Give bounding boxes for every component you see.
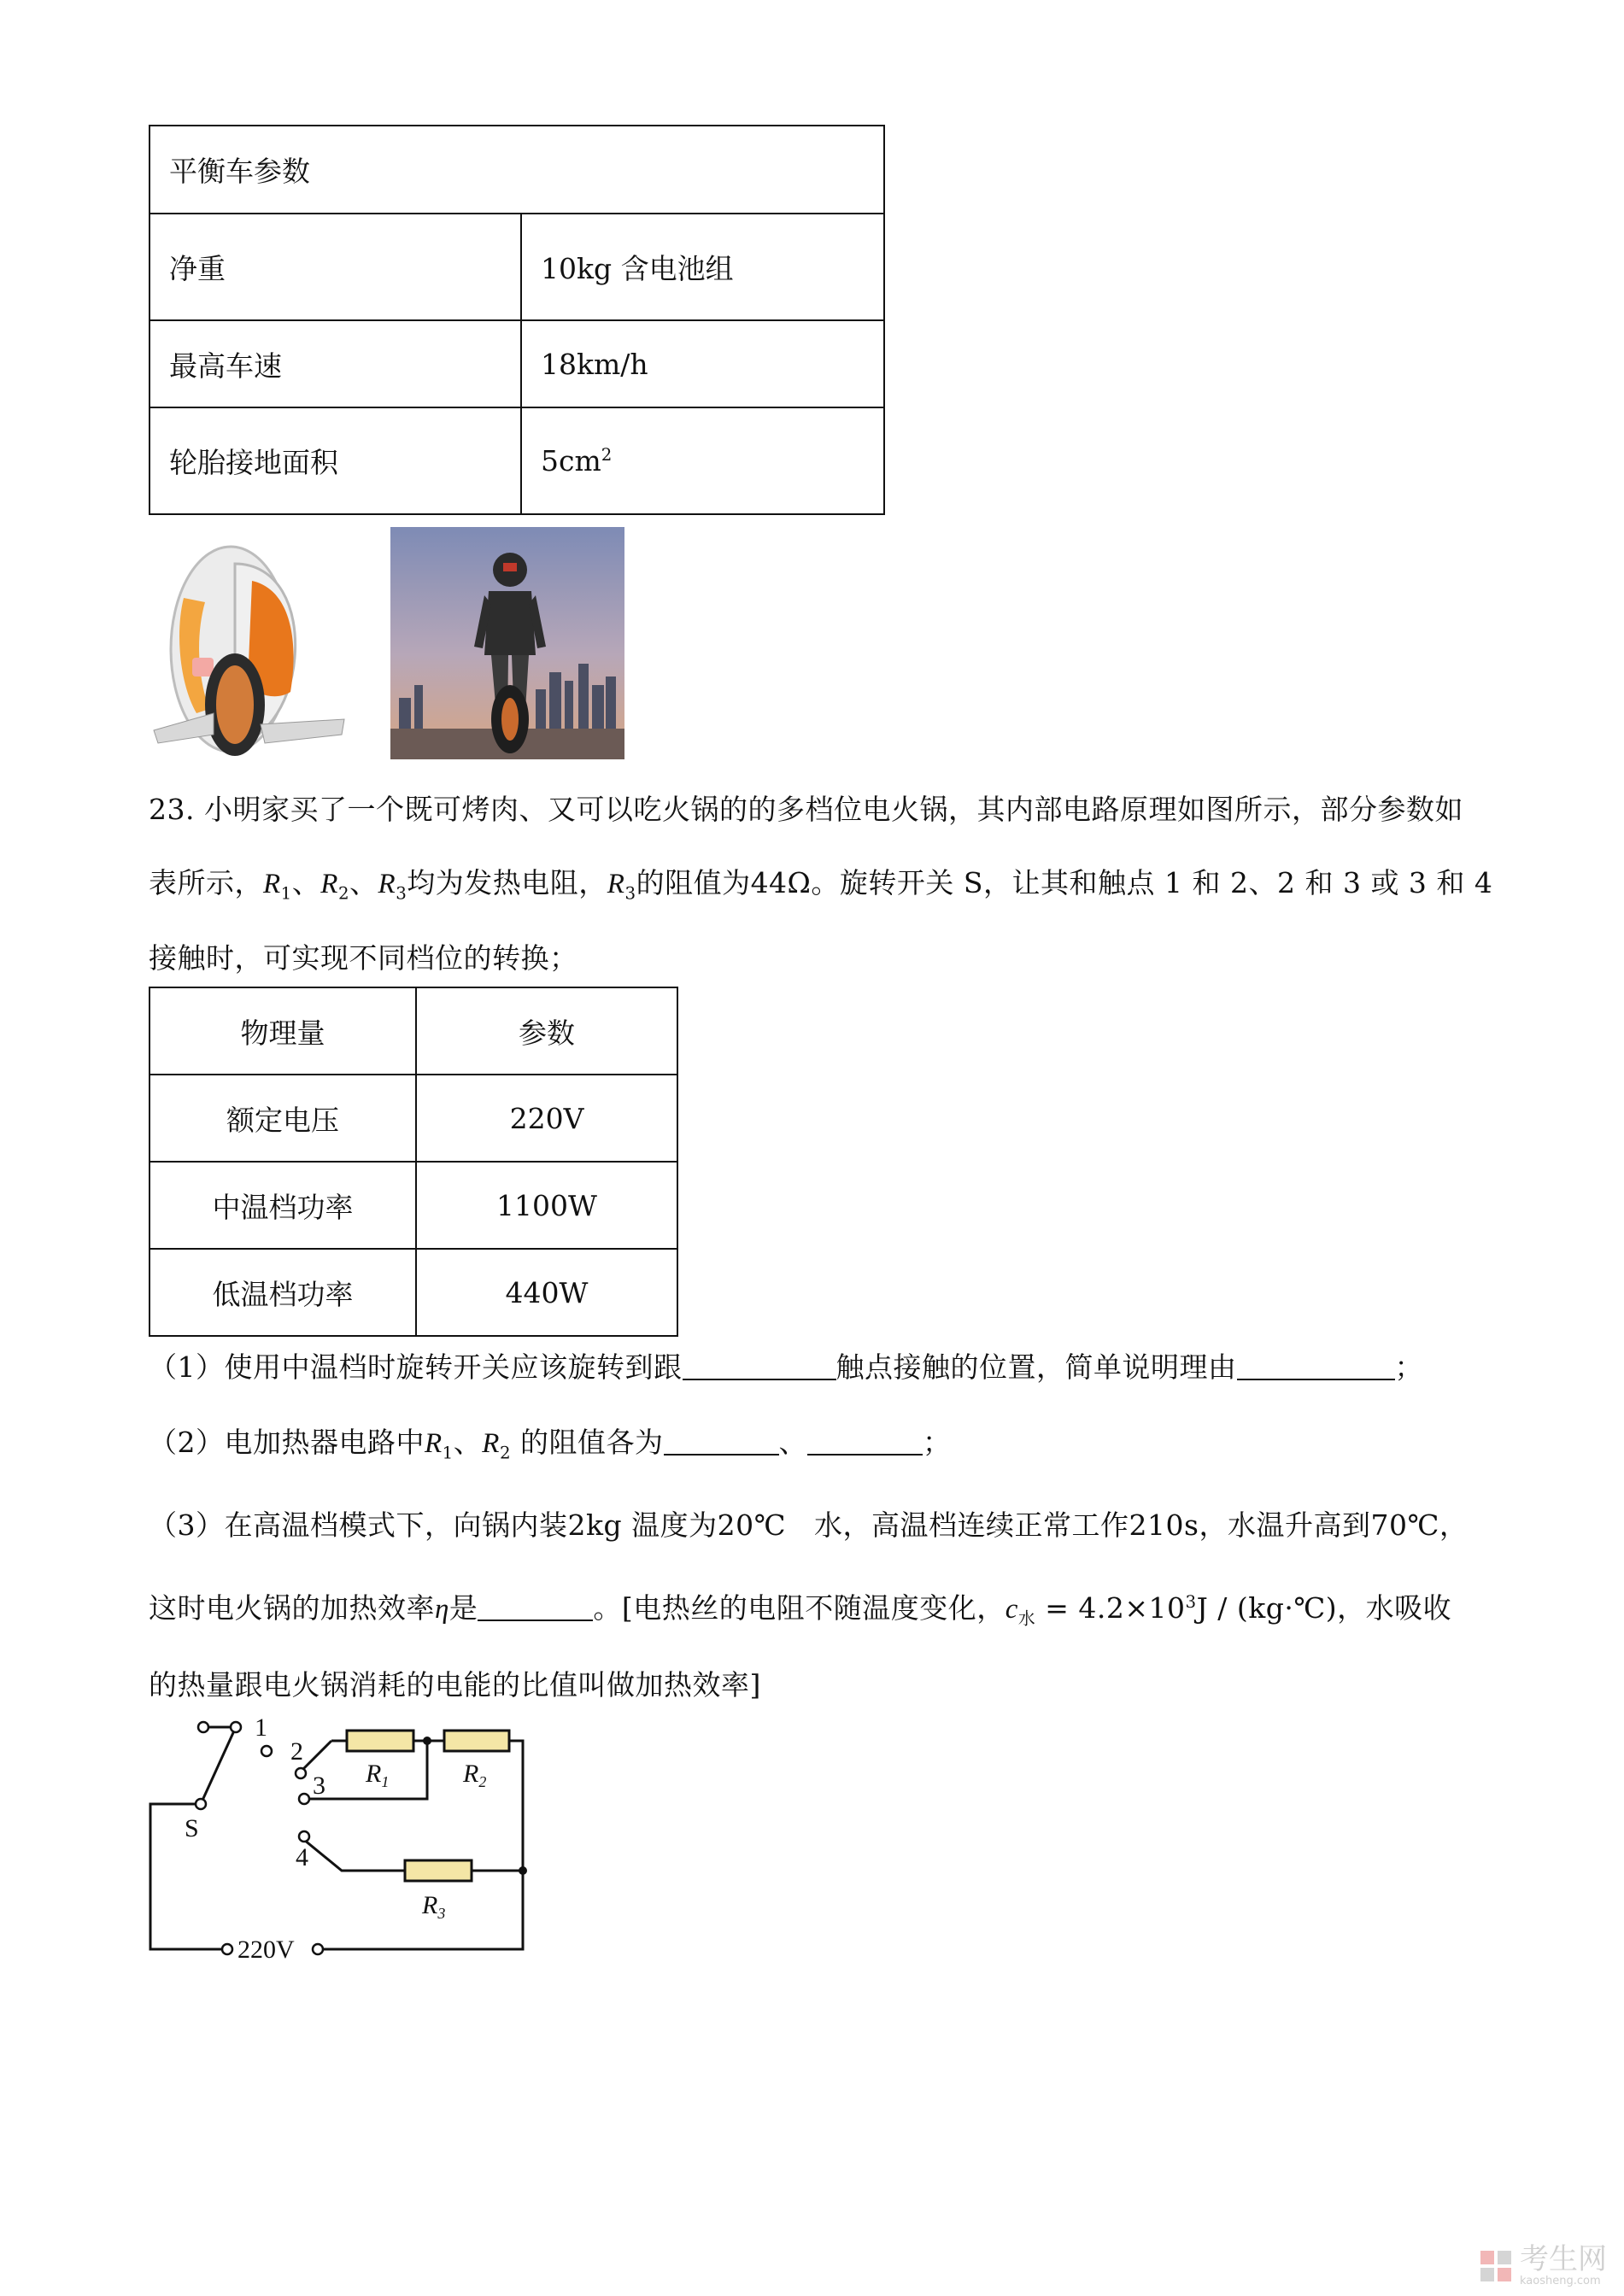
contact-4-label: 4 [296,1843,308,1871]
resistor-r2 [444,1731,509,1751]
table-cell: 低温档功率 [150,1249,416,1336]
table-cell: 1100W [416,1162,677,1249]
contact-1-label: 1 [255,1713,267,1742]
table-cell-label: 最高车速 [150,320,521,407]
table-cell: 额定电压 [150,1075,416,1162]
sub-question-2: （2）电加热器电路中$R_1$、$R_2$ 的阻值各为 、 ； [149,1426,952,1463]
question-23-line1: 23. 小明家买了一个既可烤肉、又可以吃火锅的的多档位电火锅，其内部电路原理如图所示，部分参数如 [149,793,1463,826]
sub-question-3-line2: 这时电火锅的加热效率η是 。[电热丝的电阻不随温度变化，$c_水 = 4.2\times 10^3J$ / (kg·℃)，水吸收 [149,1591,1452,1629]
answer-blank[interactable] [664,1426,779,1456]
table-cell: 中温档功率 [150,1162,416,1249]
table-header: 物理量 [150,987,416,1075]
rider-photo [390,527,624,759]
contact-3-label: 3 [313,1772,325,1800]
answer-blank[interactable] [478,1591,593,1621]
table-title: 平衡车参数 [150,126,884,214]
switch-label: S [185,1814,199,1842]
watermark-subtext: kaosheng.com [1520,2275,1601,2287]
question-23-line2: 表所示，$R_1$、$R_2$、$R_3$均为发热电阻，$R_3$的阻值为44Ω。旋转开关 S，让其和触点 1 和 2、2 和 3 或 3 和 4 [149,866,1493,904]
sub-question-3-line3: 的热量跟电火锅消耗的电能的比值叫做加热效率] [149,1668,761,1702]
balance-car-table [149,125,885,515]
parameter-table [149,987,678,1337]
r1-label: $R_1$ [366,1760,390,1790]
answer-blank[interactable] [1237,1350,1395,1380]
answer-blank[interactable] [683,1350,836,1380]
watermark [1479,2244,1607,2287]
source-label: 220V [237,1936,295,1964]
sub-question-3-line1: （3）在高温档模式下，向锅内装2kg 温度为20℃ 水，高温档连续正常工作210s，水温升高到70℃， [149,1508,1469,1542]
table-cell-value: $5cm^2$ [521,407,884,514]
table-cell-label: 轮胎接地面积 [150,407,521,514]
r3-label: $R_3$ [422,1891,446,1922]
sub-question-1: （1）使用中温档时旋转开关应该旋转到跟 触点接触的位置，简单说明理由 ； [149,1350,1423,1384]
table-cell-label: 净重 [150,214,521,320]
table-cell-value: 10kg 含电池组 [521,214,884,320]
table-cell: 220V [416,1075,677,1162]
table-cell: 440W [416,1249,677,1336]
unicycle-photo [150,530,346,760]
resistor-r3 [405,1860,472,1881]
watermark-logo-icon [1479,2249,1513,2283]
table-header: 参数 [416,987,677,1075]
question-23-line3: 接触时，可实现不同档位的转换； [149,941,578,975]
contact-2-label: 2 [290,1737,303,1766]
answer-blank[interactable] [807,1426,923,1456]
table-cell-value: 18km/h [521,320,884,407]
r2-label: $R_2$ [463,1760,487,1790]
circuit-diagram [137,1708,547,1965]
resistor-r1 [347,1731,413,1751]
watermark-text: 考生网 [1520,2242,1607,2276]
